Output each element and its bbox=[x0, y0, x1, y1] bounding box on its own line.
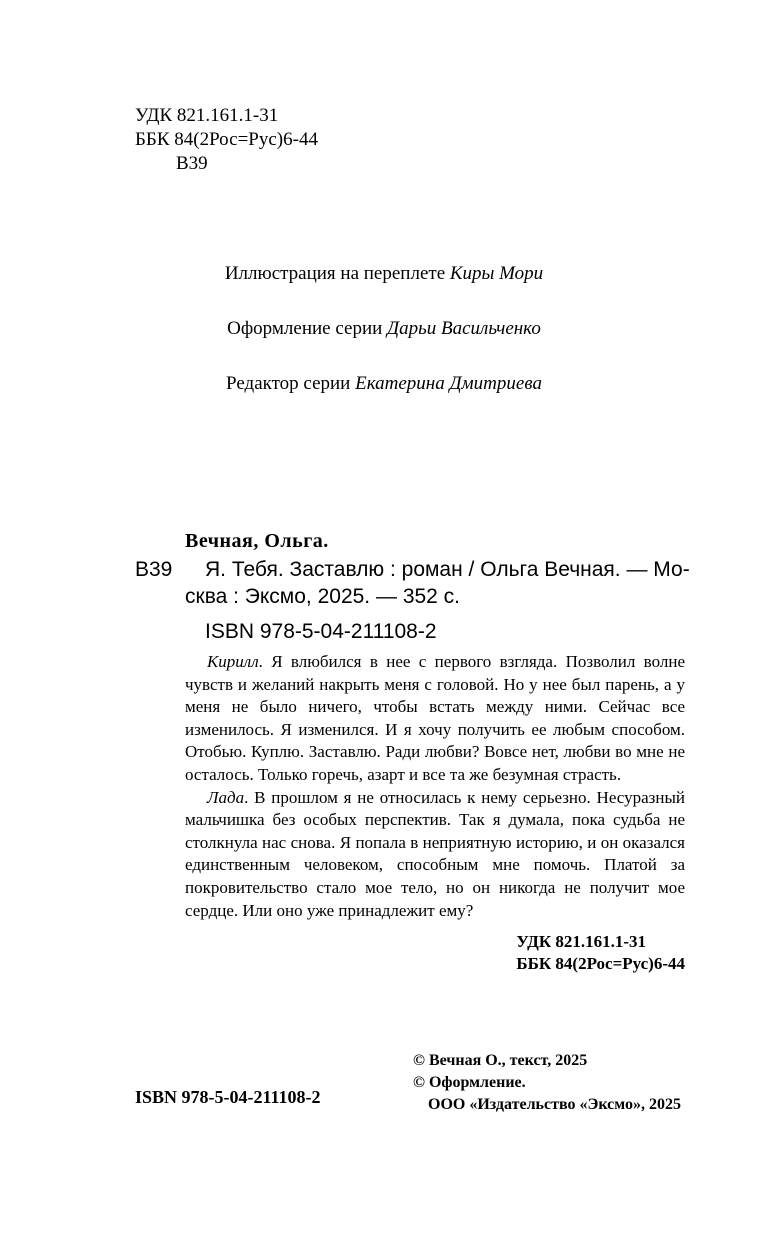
credit-name: Екатерина Дмитриева bbox=[355, 373, 542, 394]
abstract-paragraph: Кирилл. Я влюбился в нее с первого взгляда. Позволил волне чувств и желаний накрыть меня с головой. Но у нее был парень, а у меня не было ничего, чтобы встать между ними. Сейчас все изменилось. Я изменился. И я хочу получить ее любым способом. Отобью. Куплю. Заставлю. Ради любви? Вовсе нет, любви во мне не осталось. Только горечь, азарт и все та же безумная страсть. bbox=[185, 652, 685, 784]
credit-series-editor bbox=[0, 373, 768, 395]
isbn-bottom: ISBN 978-5-04-211108-2 bbox=[135, 1087, 321, 1107]
credit-name: Дарьи Васильченко bbox=[387, 318, 541, 339]
copyright-block bbox=[413, 1050, 681, 1116]
catalog-line2: сква : Эксмо, 2025. — 352 с. bbox=[185, 585, 461, 608]
copyright-design: © Оформление. bbox=[413, 1074, 526, 1091]
catalog-author: Вечная, Ольга. bbox=[185, 530, 329, 552]
catalog-isbn: ISBN 978-5-04-211108-2 bbox=[205, 620, 437, 643]
character-name: Лада bbox=[207, 787, 245, 807]
credit-role: Редактор серии bbox=[226, 373, 351, 394]
catalog-mark: В39 bbox=[135, 558, 173, 581]
codes-block bbox=[516, 931, 685, 975]
credit-name: Киры Мори bbox=[449, 263, 544, 284]
credit-role: Иллюстрация на переплете bbox=[224, 263, 446, 284]
credit-role: Оформление серии bbox=[227, 318, 383, 339]
credit-series-design bbox=[0, 318, 768, 340]
catalog-line1: Я. Тебя. Заставлю : роман / Ольга Вечная. — Мо- bbox=[205, 558, 690, 581]
udk-code: УДК 821.161.1-31 bbox=[135, 105, 279, 126]
abstract-paragraph: Лада. В прошлом я не относилась к нему серьезно. Несуразный мальчишка без особых перспектив. Так я думала, пока судьба не столкнула нас снова. Я попала в неприятную историю, и он оказался единственным человеком, способным мне помочь. Платой за покровительство стало мое тело, но он никогда не получит мое сердце. Или оно уже принадлежит ему? bbox=[185, 787, 685, 920]
udk-code-bottom: УДК 821.161.1-31 bbox=[516, 932, 647, 951]
credit-illustration bbox=[0, 263, 768, 285]
bbk-code-bottom: ББК 84(2Рос=Рус)6-44 bbox=[516, 954, 685, 973]
copyright-publisher: ООО «Издательство «Эксмо», 2025 bbox=[428, 1096, 681, 1113]
author-mark: В39 bbox=[176, 153, 208, 174]
copyright-text: © Вечная О., текст, 2025 bbox=[413, 1052, 588, 1069]
bbk-code: ББК 84(2Рос=Рус)6-44 bbox=[135, 129, 318, 150]
abstract bbox=[185, 651, 685, 922]
character-name: Кирилл bbox=[207, 652, 259, 671]
